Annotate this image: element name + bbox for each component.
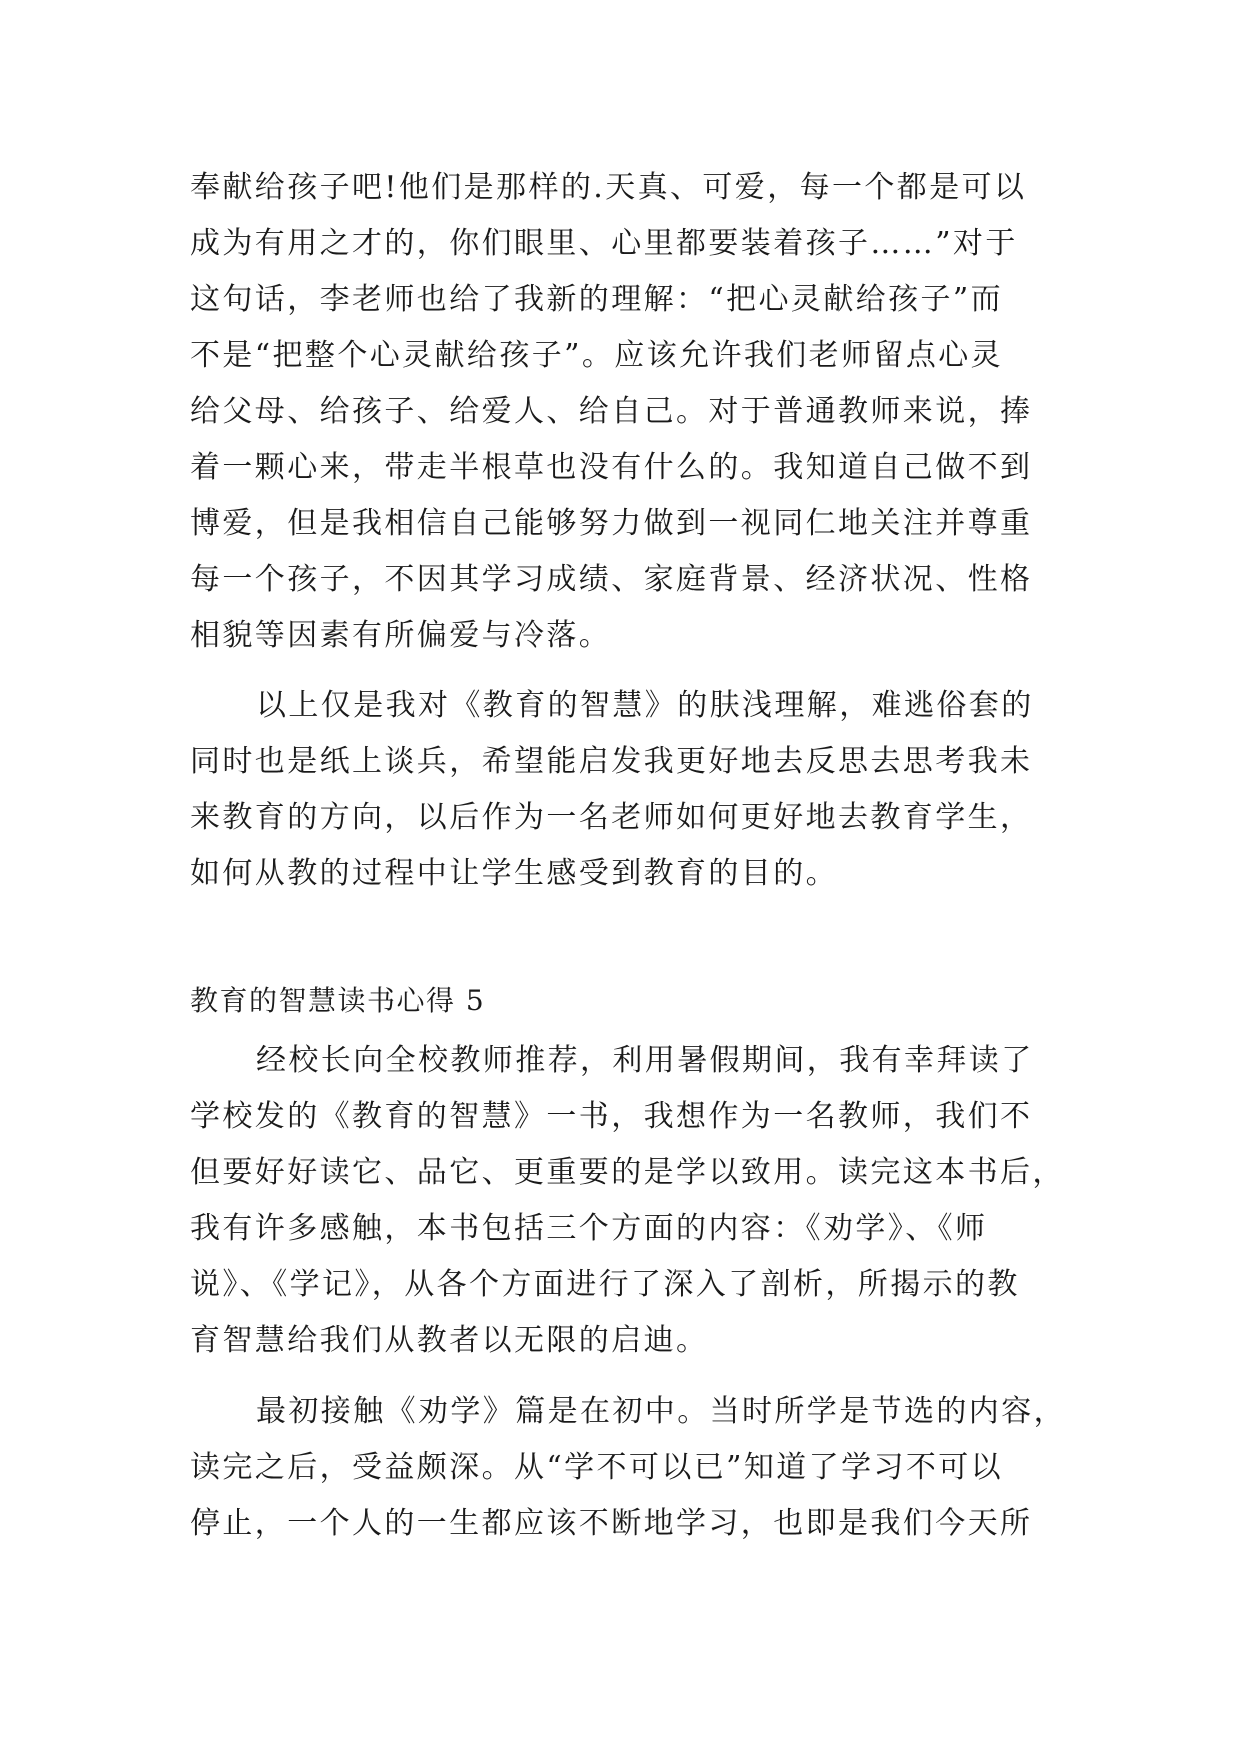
- paragraph-line: 这句话，李老师也给了我新的理解：“把心灵献给孩子”而: [190, 282, 1004, 317]
- paragraph-line: 来教育的方向，以后作为一名老师如何更好地去教育学生，: [190, 800, 1033, 835]
- paragraph-line: 育智慧给我们从教者以无限的启迪。: [190, 1323, 709, 1358]
- paragraph-line: 但要好好读它、品它、更重要的是学以致用。读完这本书后，: [190, 1155, 1065, 1190]
- paragraph-line: 以上仅是我对《教育的智慧》的肤浅理解，难逃俗套的: [256, 688, 1034, 723]
- section-heading: 教育的智慧读书心得 5: [190, 984, 486, 1017]
- paragraph-line: 同时也是纸上谈兵，希望能启发我更好地去反思去思考我未: [190, 744, 1033, 779]
- paragraph-line: 如何从教的过程中让学生感受到教育的目的。: [190, 856, 838, 891]
- paragraph-line: 不是“把整个心灵献给孩子”。应该允许我们老师留点心灵: [190, 338, 1004, 373]
- paragraph-line: 奉献给孩子吧!他们是那样的.天真、可爱，每一个都是可以: [190, 170, 1027, 205]
- paragraph-line: 最初接触《劝学》篇是在初中。当时所学是节选的内容，: [256, 1394, 1066, 1429]
- paragraph-line: 我有许多感触，本书包括三个方面的内容：《劝学》、《师: [190, 1211, 988, 1246]
- paragraph-line: 读完之后，受益颇深。从“学不可以已”知道了学习不可以: [190, 1450, 1004, 1485]
- paragraph-line: 说》、《学记》，从各个方面进行了深入了剖析，所揭示的教: [190, 1267, 1020, 1302]
- paragraph-line: 经校长向全校教师推荐，利用暑假期间，我有幸拜读了: [256, 1043, 1034, 1078]
- paragraph-line: 学校发的《教育的智慧》一书，我想作为一名教师，我们不: [190, 1099, 1033, 1134]
- paragraph-line: 停止，一个人的一生都应该不断地学习，也即是我们今天所: [190, 1506, 1033, 1541]
- paragraph-line: 博爱，但是我相信自己能够努力做到一视同仁地关注并尊重: [190, 506, 1033, 541]
- paragraph-line: 给父母、给孩子、给爱人、给自己。对于普通教师来说，捧: [190, 394, 1033, 429]
- paragraph-line: 每一个孩子，不因其学习成绩、家庭背景、经济状况、性格: [190, 562, 1033, 597]
- paragraph-line: 相貌等因素有所偏爱与冷落。: [190, 618, 612, 653]
- paragraph-line: 着一颗心来，带走半根草也没有什么的。我知道自己做不到: [190, 450, 1033, 485]
- paragraph-line: 成为有用之才的，你们眼里、心里都要装着孩子……”对于: [190, 226, 1018, 261]
